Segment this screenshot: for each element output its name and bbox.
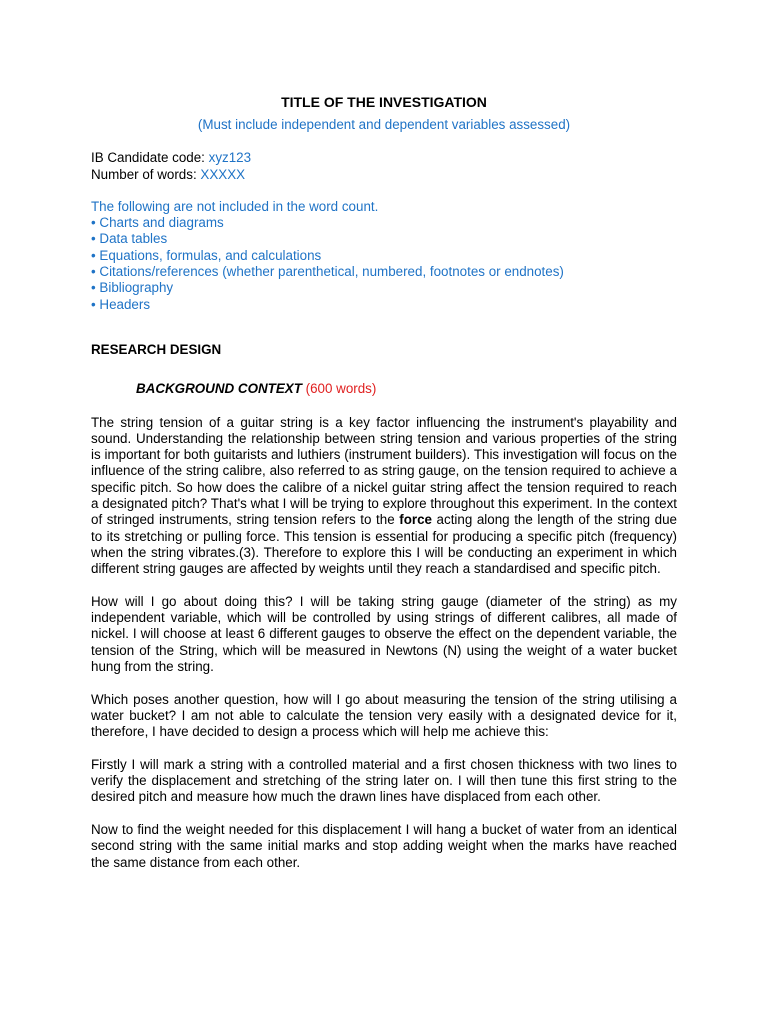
word-count-line [91,167,677,183]
excluded-list-block [91,199,677,313]
paragraph-1 [91,415,677,578]
excluded-item: • Charts and diagrams [91,215,224,231]
paragraph-4: Firstly I will mark a string with a controlled material and a first chosen thickness with two lines to verify the displacement and stretching of the string later on. I will then tune this first string to the desired pitch and measure how much the drawn lines have displaced from each other. [91,756,677,805]
word-count-value: XXXXX [200,166,246,182]
paragraph-1-bold-term: force [399,512,432,528]
document-subtitle: (Must include independent and dependent variables assessed) [197,117,571,132]
excluded-item: • Data tables [91,231,168,247]
excluded-item: • Bibliography [91,280,174,296]
candidate-info [91,150,677,183]
document-page [91,92,677,871]
excluded-item: • Headers [91,296,151,312]
paragraph-3: Which poses another question, how will I go about measuring the tension of the string utilising a water bucket? I am not able to calculate the tension very easily with a designated device for it, therefore, I have decided to design a process which will help me achieve this: [91,691,677,740]
candidate-code-label: IB Candidate code: [91,150,209,166]
candidate-code-line [91,150,677,166]
document-title: TITLE OF THE INVESTIGATION [281,94,487,110]
paragraph-1-text-a: The string tension of a guitar string is a key factor influencing the instrument's playability and sound. Understanding the relationship between string tension and various properties of the string is important for both guitarists and luthiers (instrument builders). This investigation will focus on the influence of the string calibre, also referred to as string gauge, on the tension required to achieve a specific pitch. So how does the calibre of a nickel guitar string affect the tension required to reach a designated pitch? That's what I will be trying to explore throughout this experiment. In the context of stringed instruments, string tension refers to the [91,414,677,528]
subsection-heading-background [91,381,677,397]
excluded-item: • Equations, formulas, and calculations [91,247,322,263]
candidate-code-value: xyz123 [208,150,252,166]
subsection-word-note: (600 words) [305,381,377,397]
excluded-intro: The following are not included in the word count. [91,198,379,214]
section-heading-research-design: RESEARCH DESIGN [91,341,222,357]
paragraph-1-text-b: acting along the length of the string due to its stretching or pulling force. This tension is essential for producing a specific pitch (frequency) when the string vibrates.(3). Therefore to explore this I will be conducting an experiment in which different string gauges are affected by weights until they reach a standardised and specific pitch. [91,512,678,577]
excluded-item: • Citations/references (whether parenthetical, numbered, footnotes or endnotes) [91,264,564,280]
word-count-label: Number of words: [91,166,201,182]
excluded-list [91,215,677,313]
paragraph-2: How will I go about doing this? I will be taking string gauge (diameter of the string) as my independent variable, which will be controlled by using strings of different calibres, all made of nickel. I will choose at least 6 different gauges to observe the effect on the dependent variable, the tension of the String, which will be measured in Newtons (N) using the weight of a water bucket hung from the string. [91,593,677,675]
subsection-title: BACKGROUND CONTEXT [136,381,302,397]
paragraph-5: Now to find the weight needed for this displacement I will hang a bucket of water from an identical second string with the same initial marks and stop adding weight when the marks have reached the same distance from each other. [91,821,677,870]
